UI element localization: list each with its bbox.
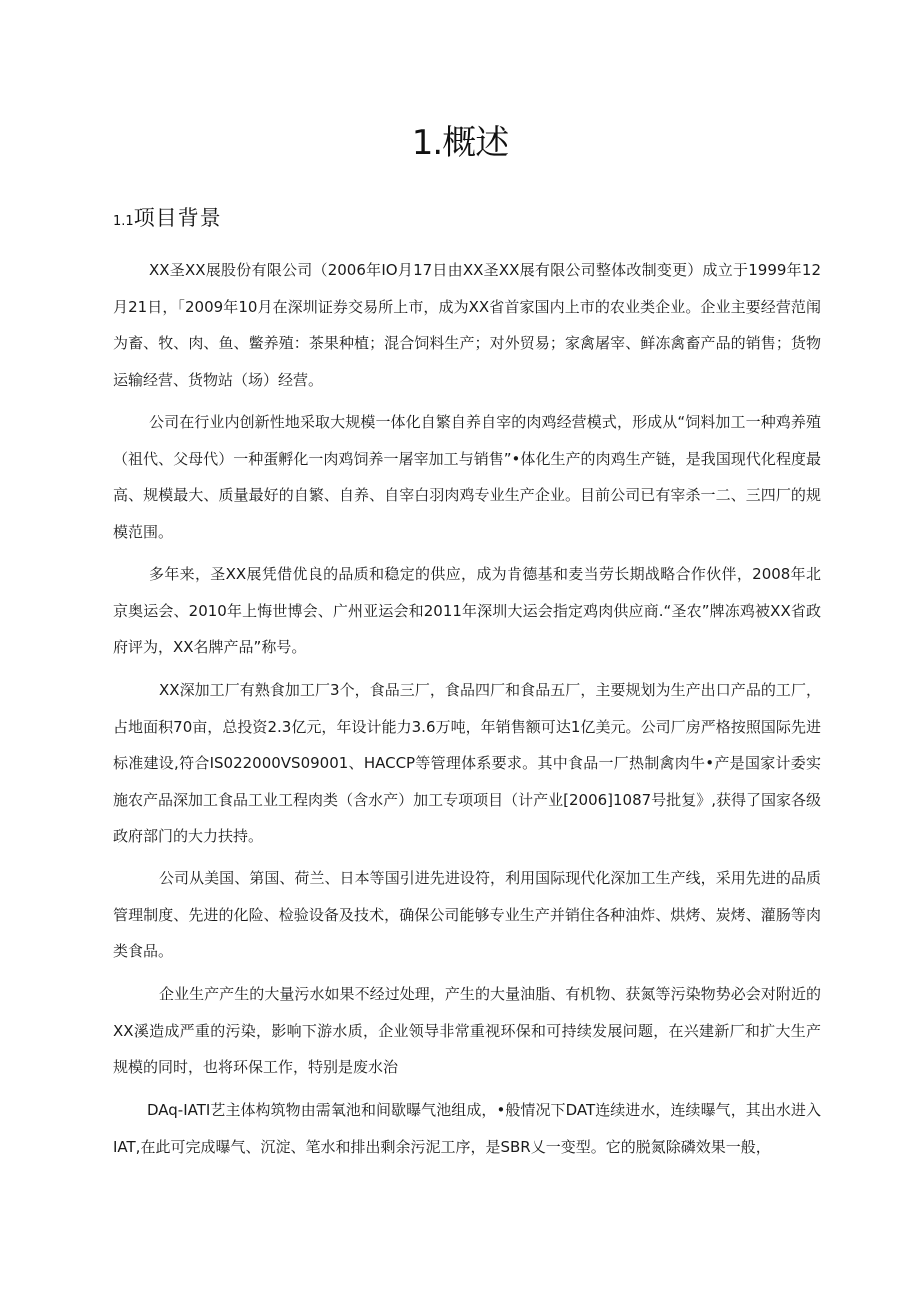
paragraph-company-overview: XX圣XX展股份有限公司（2006年IO月17日由XX圣XX展有限公司整体改制变更）成立于1999年12月21日，「2009年10月在深圳证券交易所上市，成为XX省首家国内上市的农业类企业。企业主要经营范闱为畜、牧、肉、鱼、鳖养殖：茶果种植；混合饲料生产；对外贸易；家禽屠宰、鲜冻禽畜产品的销售；货物运输经营、货物站（场）经营。 bbox=[113, 261, 821, 389]
paragraph-wastewater: 企业生产产生的大量污水如果不经过处理，产生的大量油脂、有机物、获氮等污染物势必会对附近的XX溪造成严重的污染，影响下游水质，企业领导非常重视环保和可持续发展问题，在兴建新厂和扩大生产规模的同时，也将环保工作，特别是废水治 bbox=[113, 985, 821, 1077]
paragraph-dat-iat-process: DAq-IATI艺主体构筑物由需氧池和间歇曝气池组成，•般情况下DAT连续进水，连续曝气，其出水进入IAT,在此可完成曝气、沉淀、笔水和排出剩余污泥工序，是SBR乂一变型。它的脱氮除磷效果一般， bbox=[113, 1101, 821, 1156]
section-heading bbox=[113, 202, 222, 232]
paragraph-partnerships: 多年来，圣XX展凭借优良的品质和稳定的供应，成为肯德基和麦当劳长期战略合作伙伴，2008年北京奥运会、2010年上悔世博会、广州亚运会和2011年深圳大运会指定鸡肉供应商.“圣农”牌冻鸡被XX省政府评为，XX名牌产品”称号。 bbox=[113, 565, 821, 657]
paragraph-business-model: 公司在行业内创新性地采取大规模一体化自繁自养自宰的肉鸡经营模式，形成从“饲料加工一种鸡养殖（祖代、父母代）一种蛋孵化一肉鸡饲养一屠宰加工与销售”•体化生产的肉鸡生产链，是我国现代化程度最高、规模最大、质量最好的自繁、自养、自宰白羽肉鸡专业生产企业。目前公司已有宰杀一二、三四厂的规模范围。 bbox=[113, 413, 821, 541]
section-title: 项目背景 bbox=[133, 206, 222, 230]
page-title: 1.概述 bbox=[411, 123, 509, 163]
section-number: 1.1 bbox=[113, 214, 134, 229]
paragraph-processing-plants: XX深加工厂有熟食加工厂3个，食品三厂，食品四厂和食品五厂，主要规划为生产出口产品的工厂，占地面积70亩，总投资2.3亿元，年设计能力3.6万吨，年销售额可达1亿美元。公司厂房严格按照国际先进标准建设,符合IS022000VS09001、HACCP等管理体系要求。其中食品一厂热制禽肉牛•产是国家计委实施农产品深加工食品工业工程肉类（含水产）加工专项项目（计产业[2006]1087号批复》,获得了国家各级政府部门的大力扶持。 bbox=[113, 681, 821, 846]
paragraph-equipment: 公司从美国、第国、荷兰、日本等国引进先进设符，利用国际现代化深加工生产线，采用先进的品质管理制度、先进的化险、检验设备及技术，确保公司能够专业生产并销住各种油炸、烘烤、炭烤、灌肠等肉类食品。 bbox=[113, 869, 821, 961]
